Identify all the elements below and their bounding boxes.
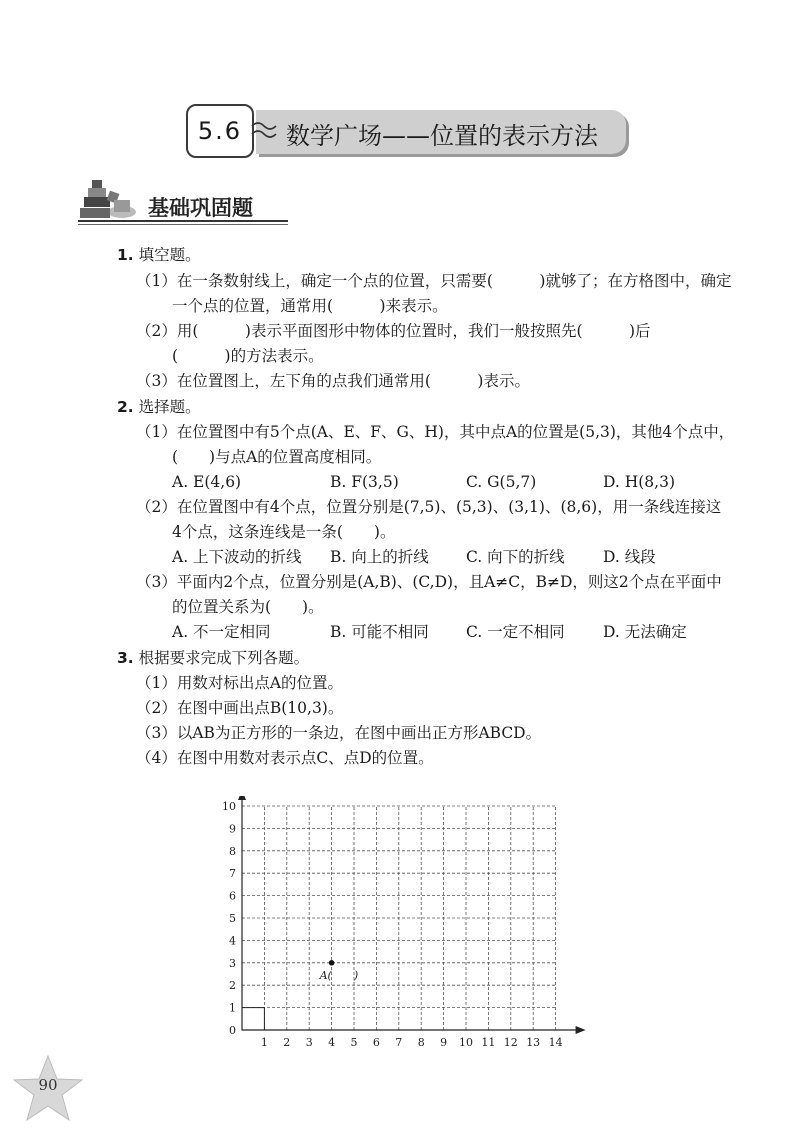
x-tick-label: 12 — [503, 1036, 518, 1049]
q1-line-5: （3）在位置图上，左下角的点我们通常用( )表示。 — [136, 372, 530, 390]
q3-line-3: （3）以AB为正方形的一条边，在图中画出正方形ABCD。 — [136, 724, 542, 742]
q2-s3-option-a: A. 不一定相同 — [172, 623, 271, 641]
wave-icon — [250, 118, 280, 144]
section-title: 基础巩固题 — [148, 196, 253, 220]
q2-s3-line-1: （3）平面内2个点，位置分别是(A,B)、(C,D)，且A≠C，B≠D，则这2个点在平面中 — [136, 573, 722, 591]
x-tick-label: 8 — [417, 1036, 425, 1049]
q1-line-3: （2）用( )表示平面图形中物体的位置时，我们一般按照先( )后 — [136, 322, 651, 340]
x-tick-label: 9 — [440, 1036, 448, 1049]
section-underline-thin — [78, 224, 288, 225]
section-number: 5.6 — [186, 104, 254, 158]
y-tick-label: 5 — [229, 912, 236, 925]
q3-line-2: （2）在图中画出点B(10,3)。 — [136, 699, 344, 717]
q3-stem — [117, 647, 309, 669]
x-tick-label: 5 — [350, 1036, 358, 1049]
x-tick-label: 6 — [372, 1036, 380, 1049]
y-axis-arrow — [238, 796, 246, 800]
q2-s1-line-1: （1）在位置图中有5个点(A、E、F、G、H)，其中点A的位置是(5,3)，其他4个点中， — [136, 423, 735, 441]
page-number-badge — [12, 1054, 84, 1124]
blocks-icon — [78, 178, 144, 222]
q2-s1-option-b: B. F(3,5) — [330, 473, 399, 491]
q3-line-4: （4）在图中用数对表示点C、点D的位置。 — [136, 749, 434, 767]
q2-stem-text: 选择题。 — [138, 398, 201, 416]
chapter-title: 数学广场——位置的表示方法 — [286, 122, 598, 150]
q2-s3-option-d: D. 无法确定 — [603, 623, 687, 641]
point-a-label: A( ) — [319, 968, 359, 982]
q2-s1-line-2: ( )与点A的位置高度相同。 — [172, 448, 382, 466]
y-tick-label: 0 — [229, 1024, 236, 1037]
q1-line-1: （1）在一条数射线上，确定一个点的位置，只需要( )就够了；在方格图中，确定 — [136, 272, 732, 290]
x-tick-label: 14 — [548, 1036, 563, 1049]
section-heading — [78, 178, 288, 224]
q2-s3-option-b: B. 可能不相同 — [330, 623, 429, 641]
y-tick-label: 2 — [229, 979, 236, 993]
page-number: 90 — [38, 1076, 58, 1094]
y-tick-label: 10 — [222, 800, 236, 813]
q2-s2-option-c: C. 向下的折线 — [466, 548, 565, 566]
q2-s3-line-2: 的位置关系为( )。 — [172, 598, 324, 616]
coordinate-grid — [212, 796, 592, 1056]
x-tick-label: 10 — [459, 1036, 473, 1049]
q1-stem-text: 填空题。 — [138, 246, 201, 264]
q2-s1-option-a: A. E(4,6) — [172, 473, 242, 491]
q1-line-4: ( )的方法表示。 — [172, 347, 324, 365]
point-a — [329, 960, 335, 966]
y-tick-label: 7 — [229, 867, 236, 881]
x-tick-label: 11 — [481, 1036, 496, 1049]
q3-stem-text: 根据要求完成下列各题。 — [138, 649, 310, 667]
grid-svg — [212, 796, 592, 1052]
q2-number: 2. — [117, 398, 134, 416]
q2-s2-line-1: （2）在位置图中有4个点，位置分别是(7,5)、(5,3)、(3,1)、(8,6)，用一条线连接这 — [136, 498, 722, 516]
q2-s1-option-d: D. H(8,3) — [603, 473, 675, 491]
q2-s3-option-c: C. 一定不相同 — [466, 623, 565, 641]
x-tick-label: 3 — [305, 1036, 313, 1049]
x-tick-label: 4 — [328, 1036, 336, 1049]
x-tick-label: 13 — [526, 1036, 541, 1049]
y-tick-label: 9 — [229, 822, 236, 836]
q2-s2-option-a: A. 上下波动的折线 — [172, 548, 302, 566]
x-axis-arrow — [576, 1026, 586, 1034]
q3-line-1: （1）用数对标出点A的位置。 — [136, 674, 344, 692]
q1-stem — [117, 244, 201, 266]
x-tick-label: 7 — [395, 1036, 403, 1049]
y-tick-label: 3 — [229, 956, 236, 970]
y-tick-label: 8 — [229, 844, 236, 858]
y-tick-label: 6 — [229, 889, 236, 903]
q1-line-2: 一个点的位置，通常用( )来表示。 — [172, 297, 448, 315]
x-tick-label: 1 — [260, 1036, 268, 1049]
q1-number: 1. — [117, 246, 134, 264]
section-underline — [78, 220, 288, 222]
q3-number: 3. — [117, 649, 134, 667]
y-tick-label: 1 — [229, 1001, 236, 1015]
q2-stem — [117, 396, 201, 418]
x-tick-label: 2 — [283, 1036, 291, 1049]
y-tick-label: 4 — [229, 934, 236, 948]
q2-s2-option-b: B. 向上的折线 — [330, 548, 429, 566]
chapter-title-banner — [186, 104, 626, 158]
q2-s1-option-c: C. G(5,7) — [466, 473, 537, 491]
q2-s2-option-d: D. 线段 — [603, 548, 656, 566]
q2-s2-line-2: 4个点，这条连线是一条( )。 — [172, 523, 396, 541]
unit-square — [242, 1008, 264, 1030]
